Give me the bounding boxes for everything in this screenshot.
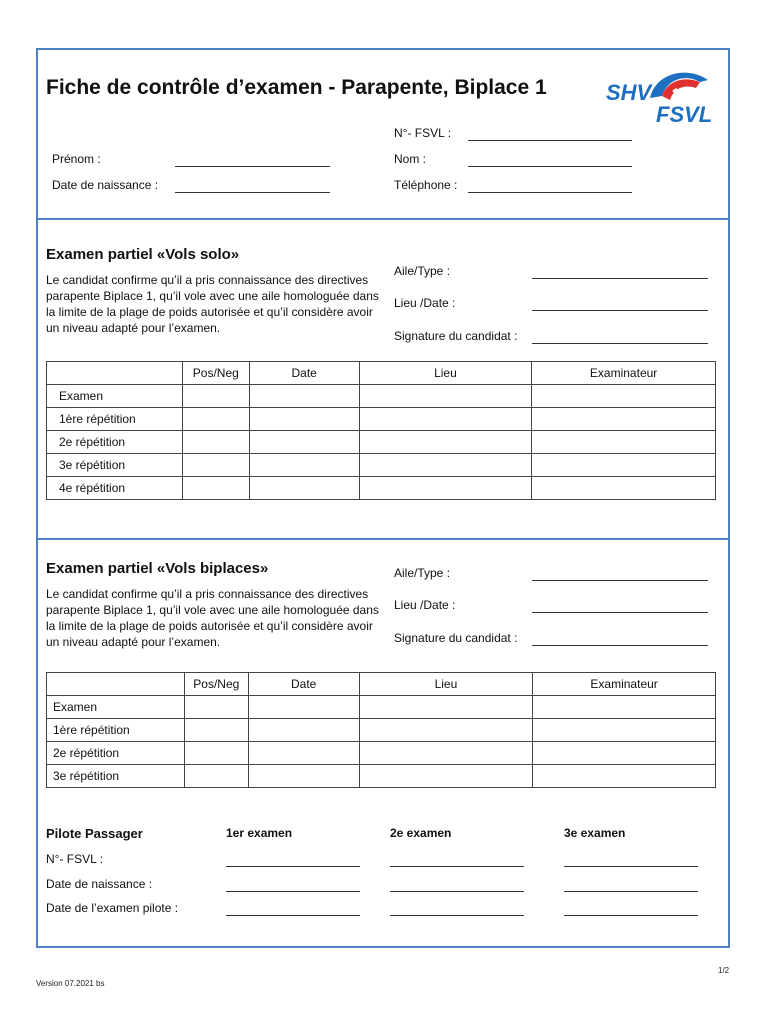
table-cell [47, 362, 183, 385]
table-cell[interactable] [182, 431, 249, 454]
table-cell[interactable] [359, 696, 533, 719]
table-cell[interactable] [184, 719, 248, 742]
table-cell[interactable] [532, 431, 716, 454]
table-header-row [47, 673, 716, 696]
passenger-fsvl-exam1-field[interactable] [226, 866, 360, 867]
exam1-heading: 1er examen [226, 826, 293, 840]
row-label: 2e répétition [47, 431, 183, 454]
table-cell[interactable] [249, 385, 359, 408]
biplace-wing-label: Aile/Type : [394, 566, 451, 580]
solo-signature-label: Signature du candidat : [394, 329, 518, 343]
table-cell[interactable] [248, 696, 359, 719]
exam3-heading: 3e examen [564, 826, 626, 840]
biplace-signature-label: Signature du candidat : [394, 631, 518, 645]
table-cell[interactable] [359, 765, 533, 788]
passenger-birthdate-exam2-field[interactable] [390, 891, 524, 892]
pilot-exam-date-label: Date de l’examen pilote : [46, 901, 179, 915]
table-cell[interactable] [532, 385, 716, 408]
column-header: Examinateur [532, 362, 716, 385]
table-cell[interactable] [248, 742, 359, 765]
table-cell[interactable] [182, 454, 249, 477]
table-cell[interactable] [184, 765, 248, 788]
table-cell[interactable] [359, 454, 532, 477]
prenom-label: Prénom : [52, 152, 101, 166]
pilot-exam-date-exam2-field[interactable] [390, 915, 524, 916]
solo-table [46, 361, 716, 500]
page-number: 1/2 [718, 966, 730, 975]
table-row [47, 454, 716, 477]
version-note: Version 07.2021 bs [36, 979, 105, 988]
table-cell[interactable] [249, 454, 359, 477]
table-cell[interactable] [533, 696, 716, 719]
table-cell[interactable] [532, 408, 716, 431]
row-label: 4e répétition [47, 477, 183, 500]
birthdate-label: Date de naissance : [52, 178, 159, 192]
shv-fsvl-logo [604, 58, 724, 128]
table-cell[interactable] [249, 477, 359, 500]
section-divider [38, 538, 728, 540]
column-header: Pos/Neg [182, 362, 249, 385]
table-cell[interactable] [359, 719, 533, 742]
table-cell[interactable] [182, 408, 249, 431]
table-row [47, 431, 716, 454]
solo-signature-field[interactable] [532, 343, 708, 344]
pilot-exam-date-exam1-field[interactable] [226, 915, 360, 916]
logo-shv-text: SHV [606, 80, 652, 105]
column-header: Date [248, 673, 359, 696]
passenger-birthdate-exam3-field[interactable] [564, 891, 698, 892]
page-title: Fiche de contrôle d’examen - Parapente, Biplace 1 [46, 76, 547, 99]
table-cell[interactable] [359, 477, 532, 500]
row-label: 3e répétition [47, 454, 183, 477]
solo-text: Le candidat confirme qu’il a pris connaissance des directives parapente Biplace 1, qu’il vole avec une aile homologuée dans la limite de la plage de poids autorisée et qu’il considère avoir un niveau adapté pour l’examen. [46, 273, 379, 335]
passenger-fsvl-exam3-field[interactable] [564, 866, 698, 867]
table-cell[interactable] [359, 742, 533, 765]
solo-place-date-label: Lieu /Date : [394, 296, 456, 310]
passenger-fsvl-exam2-field[interactable] [390, 866, 524, 867]
column-header: Lieu [359, 362, 532, 385]
row-label: 3e répétition [47, 765, 185, 788]
solo-place-date-field[interactable] [532, 310, 708, 311]
table-header-row [47, 362, 716, 385]
table-row [47, 408, 716, 431]
biplace-signature-field[interactable] [532, 645, 708, 646]
column-header: Pos/Neg [184, 673, 248, 696]
table-cell[interactable] [359, 431, 532, 454]
table-row [47, 742, 716, 765]
table-row [47, 765, 716, 788]
row-label: Examen [47, 696, 185, 719]
table-cell[interactable] [182, 477, 249, 500]
biplace-place-date-field[interactable] [532, 612, 708, 613]
table-cell[interactable] [249, 431, 359, 454]
row-label: Examen [47, 385, 183, 408]
phone-field[interactable] [468, 192, 632, 193]
solo-heading: Examen partiel «Vols solo» [46, 246, 240, 263]
table-cell[interactable] [359, 408, 532, 431]
column-header: Date [249, 362, 359, 385]
passenger-pilot-heading: Pilote Passager [46, 826, 143, 841]
section-divider [38, 218, 728, 220]
passenger-birthdate-label: Date de naissance : [46, 877, 153, 891]
row-label: 1ère répétition [47, 719, 185, 742]
table-cell[interactable] [184, 742, 248, 765]
table-row [47, 477, 716, 500]
biplace-wing-field[interactable] [532, 580, 708, 581]
biplace-text: Le candidat confirme qu’il a pris connaissance des directives parapente Biplace 1, qu’il vole avec une aile homologuée dans la limite de la plage de poids autorisée et qu’il considère avoir un niveau adapté pour l’examen. [46, 587, 379, 649]
biplace-table [46, 672, 716, 788]
passenger-fsvl-label: N°- FSVL : [46, 852, 104, 866]
row-label: 1ère répétition [47, 408, 183, 431]
fsvl-number-field[interactable] [468, 140, 632, 141]
biplace-place-date-label: Lieu /Date : [394, 598, 456, 612]
birthdate-field[interactable] [175, 192, 330, 193]
phone-label: Téléphone : [394, 178, 458, 192]
logo-fsvl-text: FSVL [656, 102, 713, 127]
prenom-field[interactable] [175, 166, 330, 167]
solo-wing-field[interactable] [532, 278, 708, 279]
nom-label: Nom : [394, 152, 427, 166]
table-cell[interactable] [248, 765, 359, 788]
passenger-birthdate-exam1-field[interactable] [226, 891, 360, 892]
column-header: Lieu [359, 673, 533, 696]
table-row [47, 719, 716, 742]
table-cell[interactable] [533, 719, 716, 742]
solo-wing-label: Aile/Type : [394, 264, 451, 278]
table-cell[interactable] [249, 408, 359, 431]
table-cell[interactable] [532, 477, 716, 500]
table-cell[interactable] [533, 742, 716, 765]
row-label: 2e répétition [47, 742, 185, 765]
table-cell[interactable] [532, 454, 716, 477]
table-row [47, 385, 716, 408]
biplace-heading: Examen partiel «Vols biplaces» [46, 560, 269, 577]
column-header: Examinateur [533, 673, 716, 696]
table-cell[interactable] [184, 696, 248, 719]
form-frame [36, 48, 730, 948]
table-row [47, 696, 716, 719]
exam2-heading: 2e examen [390, 826, 452, 840]
table-cell [47, 673, 185, 696]
table-cell[interactable] [533, 765, 716, 788]
table-cell[interactable] [182, 385, 249, 408]
table-cell[interactable] [359, 385, 532, 408]
table-cell[interactable] [248, 719, 359, 742]
pilot-exam-date-exam3-field[interactable] [564, 915, 698, 916]
nom-field[interactable] [468, 166, 632, 167]
fsvl-number-label: N°- FSVL : [394, 126, 452, 140]
